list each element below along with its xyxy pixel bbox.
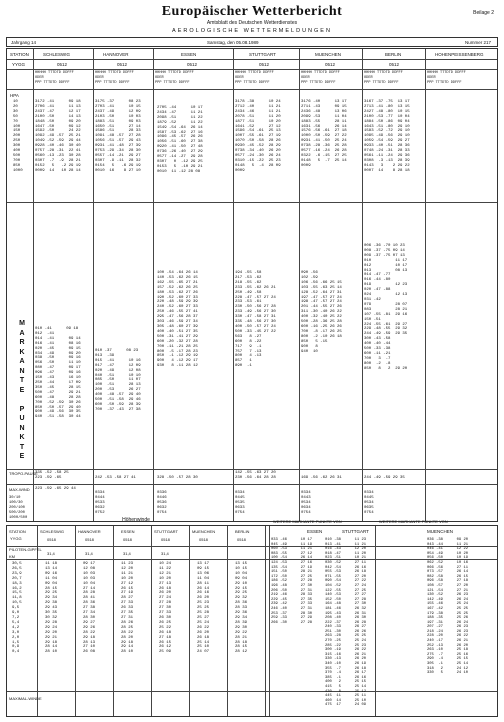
pressure-level: 100 [13,124,21,129]
code-header: HHHHH TTTDTD DDFFF ODER PPP TTTDTD DDFFF [301,71,340,85]
pressure-level: 20 [13,104,18,109]
station-label: STATION [9,529,26,534]
stuttgart-significant-points: 194 -55 -58 217 -53 -62 218 -55 -62 233 -55 -62 26 21 250 -49 -58 228 -47 -57 27 24 233 -53 -61 230 -50 -56 27 28 233 -49 -56 27 30 330 -47 -58 27 31 335 -48 -56 27 30 400 -50 -57 27 24 500 -33 -45 27 22 563 8 -27 600 8 -22 717 9 -1 757 7 -13 800 4 -13 857 1 890 -1 [235,271,276,369]
berlin-winds: 13 15 10 15 10 04 09 04 29 10 29 15 29 25 29 32 28 36 28 33 29 36 29 34 28 39 29 30 29 22 28 21 28 18 28 15 28 12 [235,562,248,655]
pressure-level: 300 [13,144,21,149]
code-header: HHHHH TTTDTD DDFFF ODER PPP TTTDTD DDFFF [35,71,74,85]
yygg-value: 0512 [259,62,270,67]
pilot-label: PILOTEN-GIPFEL [9,547,42,552]
wind-station: MUENCHEN [192,529,216,534]
wind-level: 26,5 [12,566,22,571]
wind-level: 10,5 [12,601,22,606]
wind-level: 2,0 [12,635,20,640]
hannover-maxwind: 0334 0444 0533 0632 0752 [95,491,105,515]
layer-label: 100/30 [9,500,23,505]
km-label: KM [9,554,15,559]
yygg-value: 0512 [325,62,336,67]
info-bar [6,37,498,47]
wind-yygg: 0518 [85,537,94,542]
page-subtitle: Amtsblatt des Deutschen Wetterdienstes [206,20,298,26]
aerological-table [6,48,498,522]
code-header: HHHHH TTTDTD DDFFF ODER PPP TTTDTD DDFFF [155,71,194,85]
wind-level: 15,5 [12,591,22,596]
layer-label: 30/10 [9,496,21,500]
layer-label: 500/200 [9,510,25,515]
wind-level: 23,9 [12,571,22,576]
station-name: ESSEN [181,52,197,57]
wind-level: 0,4 [12,650,20,655]
hannover-standard-levels: 3175 -37 08 23 2703 -41 10 15 2437 -49 12 09 2103 -50 10 03 1883 -51 09 03 1650 -51 27 14 1586 -51 28 33 1091 -48 -57 27 28 1056 -51 -57 29 43 0931 -41 -48 27 39 0753 -29 -34 28 30 0557 -14 -21 29 27 0307 -9 -11 28 32 0154 5 -6 29 19 0010 16 8 27 10 [95,100,141,173]
wind-yygg: 0518 [47,537,56,542]
wind-level: 30,5 [12,562,22,566]
wind-station: STUTTGART [154,529,178,534]
essen-winds: 11 23 12 20 11 21 10 20 27 12 26 15 27 19 28 27 27 33 26 33 27 35 27 31 28 26 28 25 28 22 28 20 29 18 29 14 28 10 [121,562,134,655]
stuttgart-extra-points: 010 -38 11 23 013 -41 11 21 016 -43 12 20 018 -47 11 20 023 -51 10 21 030 -52 27 11 042 -54 26 16 055 -53 26 18 071 -55 27 20 090 -54 27 22 104 -52 27 24 122 -55 27 25 140 -53 27 27 152 -50 27 28 164 -48 27 30 181 -46 26 32 195 -43 26 31 208 -40 26 30 222 -37 26 28 240 -33 26 27 251 -30 26 26 263 -28 25 25 270 -25 25 24 285 -22 25 23 300 -19 26 22 315 -16 26 21 330 -13 26 20 340 -10 26 19 355 -7 26 18 370 -4 26 17 385 -1 26 16 400 2 25 15 415 5 25 14 430 8 25 12 445 11 25 11 460 14 25 10 475 17 24 09 [325,538,367,708]
pressure-levels [13,100,23,174]
maximal-winde-label: MAXIMAL-WINDE [9,696,42,701]
yygg-value: 0512 [57,62,68,67]
yygg-value: 0512 [187,62,198,67]
pressure-level: 50 [13,114,18,119]
hpa-label: HPA [10,93,19,98]
wind-level: 3,0 [12,630,20,635]
pressure-level: 400 [13,149,21,154]
pressure-level: 10 [13,100,18,104]
hannover-tropopause: 242 -53 -58 27 41 [95,476,136,480]
code-header: HHHHH TTTDTD DDFFF ODER PPP TTTDTD DDFFF [427,71,466,85]
schleswig-maxwind: 223 -59 -65 29 44 [35,487,76,491]
schleswig-tropopause: 335 -52 -58 25 223 -59 -65 [35,471,69,480]
yygg-value: 0512 [117,62,128,67]
berlin-tropopause: 244 -49 -59 29 35 [364,476,405,480]
station-name: HANNOVER [103,52,129,57]
wind-level: 9,0 [12,611,20,616]
layer-label: 1000/500 [9,515,28,520]
layer-label: 200/100 [9,505,25,510]
schleswig-significant-points: 010 -41 09 18 012 -41 014 -41 09 14 016 -41 08 16 020 -45 09 15 034 -49 09 20 038 -50 09 16 056 -50 11 10 080 -47 09 17 096 -47 09 16 150 -43 16 10 250 -44 17 09 350 -45 28 15 500 -47 29 21 600 -48 28 28 700 -52 -59 30 26 850 -50 -57 29 40 900 -49 -56 30 35 940 -51 -58 30 44 [35,327,81,420]
wind-level: 0,9 [12,645,20,650]
wind-station: ESSEN [121,529,135,534]
muenchen-significant-points: 090 -56 102 -59 106 -56 -66 25 15 103 -55 -63 25 14 128 -52 -64 27 31 197 -47 -57 27 24 198 -47 -57 27 24 201 -44 -55 27 26 311 -30 -40 26 22 400 -32 -40 25 22 500 -28 -36 25 28 600 -16 -25 26 26 700 -8 -17 26 25 800 -2 -10 26 18 850 5 -15 900 8 940 10 [301,271,342,354]
station-name: MUENCHEN [315,52,342,57]
hannover-significant-points: 010 -37 08 23 013 -39 015 -41 10 16 017 -47 12 09 020 -49 12 08 040 -51 10 10 085 -50 11 07 100 -51 28 13 200 -53 26 27 400 -48 -57 29 40 500 -51 -58 29 46 600 -50 -59 28 39 700 -37 -43 27 38 [95,349,141,412]
yygg-label: YYGG [12,62,26,67]
muenchen-winds: 13 17 09 15 13 06 11 04 28 11 26 14 26 16 26 20 25 23 25 25 25 28 25 27 25 24 26 22 26 20 26 18 25 14 25 10 24 07 [197,562,210,655]
essen-extra-points: 033 -46 10 17 045 -49 11 19 060 -53 11 21 083 -55 27 12 100 -54 26 14 124 -53 27 16 135 -54 27 19 151 -50 28 21 172 -50 27 25 186 -52 27 28 196 -48 27 30 206 -50 27 31 219 -46 28 33 229 -45 27 35 239 -42 27 33 246 -40 27 31 253 -37 28 30 259 -33 27 29 266 -30 27 28 [271,538,313,625]
stuttgart-winds: 10 24 11 22 12 21 10 20 27 13 26 18 26 20 27 24 27 28 27 30 27 33 26 30 26 25 25 22 26 18 27 18 26 15 26 12 25 09 [159,562,172,655]
section-heading: AEROLOGISCHE WETTERMELDUNGEN [172,28,332,34]
markante-punkte-label: M A R K A N T E P U N K T E [19,320,25,460]
issue-number: Nummer 217 [464,39,491,45]
station-name: SCHLESWIG [43,52,71,57]
mp-title-right: WEITERE MARKANTE PUNKTE VON [379,519,448,524]
hannover-winds: 09 17 12 08 10 03 10 03 10 04 27 14 28 28 28 41 28 36 27 38 27 34 28 30 29 27 29 26 28 22 29 18 28 13 27 10 26 08 [83,562,96,655]
code-header: HHHHH TTTDTD DDFFF ODER PPP TTTDTD DDFFF [235,71,274,85]
station-label: STATION [10,52,29,57]
berlin-maxwind: 0334 0445 0534 0635 0754 [364,491,374,515]
wind-station: BERLIN [235,529,250,534]
wind-station: SCHLESWIG [40,529,65,534]
berlin-significant-points: 006 -36 -70 10 23 008 -37 -75 09 14 009 -37 -75 07 13 010 11 17 012 10 17 013 08 13 014 -47 -77 016 -44 -80 019 12 23 020 -47 -88 024 12 13 031 -42 079 28 07 083 28 21 107 -55 -81 29 16 150 -51 224 -55 -61 29 27 229 -48 -55 29 32 244 -49 -59 29 35 300 -43 -58 400 -40 -44 500 -33 -38 600 -11 -21 700 3 -7 800 -2 -8 850 8 2 29 20 [364,244,408,371]
mp-station: STUTTGART [342,529,369,534]
station-name: BERLIN [385,52,402,57]
essen-maxwind: 0336 0446 0536 0632 0754 [157,491,167,515]
wind-level: 11,8 [12,596,22,601]
wind-level: 18,3 [12,581,22,586]
stuttgart-standard-levels: 3178 -38 10 24 2712 -40 11 21 2434 -46 11 21 2078 -51 11 20 1877 -51 10 20 1641 -52 27 12 1596 -54 -61 25 13 1007 -55 -61 27 19 1070 -50 -58 28 26 0930 -45 -52 28 29 0738 -34 -40 26 20 0577 -24 -30 26 24 0310 -15 -22 25 23 0148 5 -4 28 09 0009 [235,100,281,173]
essen-significant-points: 100 -54 -64 26 14 140 -53 -62 26 15 162 -55 -65 27 21 157 -52 -62 26 25 180 -53 -62 27 26 190 -52 -60 27 33 220 -48 -59 29 39 240 -52 -60 27 33 250 -46 -55 27 41 295 -47 -56 28 37 303 -46 -59 27 34 305 -48 -60 27 39 400 -40 -51 27 35 500 -31 -41 27 29 600 -20 -32 27 28 700 -11 -21 28 25 800 -5 -17 28 23 850 -1 -12 29 19 900 4 -12 29 17 930 8 -11 28 12 [157,271,198,369]
yygg-label: YYGG [10,536,22,541]
pressure-level: 850 [13,163,21,168]
wind-level: 1,5 [12,640,20,645]
essen-tropopause: 328 -50 -57 28 30 [157,476,198,480]
mp-station: MUENCHEN [427,529,454,534]
wind-yygg: 0518 [161,537,170,542]
gipfel-value: 31,4 [161,551,169,556]
maxwind-label: MAX-WIND [9,487,30,492]
pressure-level: 200 [13,134,21,139]
muenchen-extra-points: 036 -38 09 20 043 -44 11 21 046 -41 12 22 054 -49 10 20 056 -50 10 19 062 -52 10 16 066 -56 27 11 073 -57 26 14 082 -58 26 15 096 -58 27 18 108 -57 27 20 121 -54 27 21 130 -52 26 23 142 -49 26 24 155 -46 25 24 167 -42 25 25 179 -38 25 25 188 -35 25 26 197 -31 26 24 207 -27 26 23 218 -24 26 23 228 -20 26 22 240 -17 26 21 252 -13 26 20 263 -10 25 18 275 -7 25 16 290 -4 25 15 305 -1 25 14 318 2 24 12 330 5 24 10 [427,538,469,676]
muenchen-maxwind: 0334 0443 0534 0634 0754 [301,491,311,515]
wind-yygg: 0518 [237,537,246,542]
berlin-standard-levels: 3167 -37 -75 13 17 2713 -41 -80 13 15 2427 -48 -80 10 15 2100 -53 -77 10 04 1884 -50 -86 09 04 1643 -51 -80 29 10 1583 -52 -72 29 10 1095 -49 -56 29 10 1059 -54 -59 29 27 0933 -40 -51 28 36 0748 -24 -31 28 33 0561 -11 -24 29 36 0308 -3 -13 28 39 0143 3 2 29 22 0007 14 8 28 18 [364,100,410,173]
code-header: HHHHH TTTDTD DDFFF ODER PPP TTTDTD DDFFF [95,71,134,85]
pressure-level: 30 [13,109,18,114]
wind-yygg: 0518 [123,537,132,542]
tropopause-label: TROPO-PAUSE [9,471,38,476]
muenchen-tropopause: 169 -56 -62 26 31 [301,476,342,480]
pressure-level: 70 [13,119,18,124]
mp-title-left: WEITERE MARKANTE PUNKTE VON [273,519,342,524]
wind-levels [12,562,22,655]
essen-standard-levels: 2705 -44 10 17 2434 -47 11 21 2098 -51 11 22 1879 -52 11 22 1549 -54 -64 26 14 1587 -53 -62 27 16 1096 -45 -57 26 26 1056 -51 -60 27 38 0920 -41 -50 27 48 0736 -26 -40 27 29 0577 -14 -27 29 28 0307 0 -12 29 25 0153 5 -10 29 21 0010 11 -12 28 08 [157,106,203,174]
wind-yygg: 0518 [199,537,208,542]
muenchen-standard-levels: 3176 -40 13 17 2711 -43 09 15 2436 -48 13 06 2099 -53 11 04 1883 -55 28 11 1631 -56 26 14 1576 -56 -61 27 18 1000 -50 -59 27 22 0931 -41 -50 25 24 0738 -28 -36 25 28 0577 -16 -24 26 28 0322 -6 -15 27 25 0148 5 -7 25 14 0009 [301,100,347,168]
stuttgart-tropopause: 142 -55 -63 27 20 230 -56 -64 28 28 [235,471,276,480]
wind-level: 20,7 [12,576,22,581]
mp-station: ESSEN [307,529,323,534]
gipfel-value: 31,4 [47,551,55,556]
wind-level: 7,2 [12,615,20,620]
pressure-level: 1000 [13,168,23,173]
page-title: Europäischer Wetterbericht [161,4,343,19]
station-name: HOHENPEISSENBERG [435,52,484,57]
pressure-level: 700 [13,158,21,163]
issue-date: Samstag, den 05.08.1989 [207,39,259,45]
bulletin-page [6,4,498,718]
wind-station: HANNOVER [78,529,101,534]
wind-level: 16,2 [12,586,22,591]
pressure-level: 500 [13,153,21,158]
gipfel-value: 31,4 [85,551,93,556]
hoehenwinde-title: Höhenwinde [122,517,150,523]
stuttgart-maxwind: 0334 0445 0535 0633 0754 [235,491,245,515]
wind-level: 9,5 [12,606,20,611]
beilage-label: Beilage 2 [473,10,494,16]
station-name: STUTTGART [249,52,276,57]
pressure-level: 150 [13,129,21,134]
pressure-level: 250 [13,139,21,144]
jahrgang: Jahrgang 14 [11,39,37,45]
wind-level: 4,2 [12,625,20,630]
gipfel-value: 31,4 [123,551,131,556]
schleswig-winds: 11 18 13 14 09 16 11 04 09 04 28 15 29 25 29 34 29 38 29 43 30 35 30 32 29 28 29 24 29 20 29 21 29 18 28 14 28 10 [45,562,58,655]
code-header: HHHHH TTTDTD DDFFF ODER PPP TTTDTD DDFFF [364,71,403,85]
schleswig-standard-levels: 3172 -41 09 18 2706 -41 11 13 2437 -47 12 17 2100 -50 14 13 1848 -50 09 20 1647 -50 09 12 1592 -50 24 22 1092 -49 -57 25 21 1049 -52 -59 29 44 0928 -40 -46 30 40 0757 -28 -31 22 41 0560 -13 -23 30 28 0307 -7 -9 28 21 0152 5 -2 29 19 0009 14 10 28 14 [35,100,81,173]
yygg-value: 0512 [389,62,400,67]
wind-level: 5,4 [12,620,20,625]
